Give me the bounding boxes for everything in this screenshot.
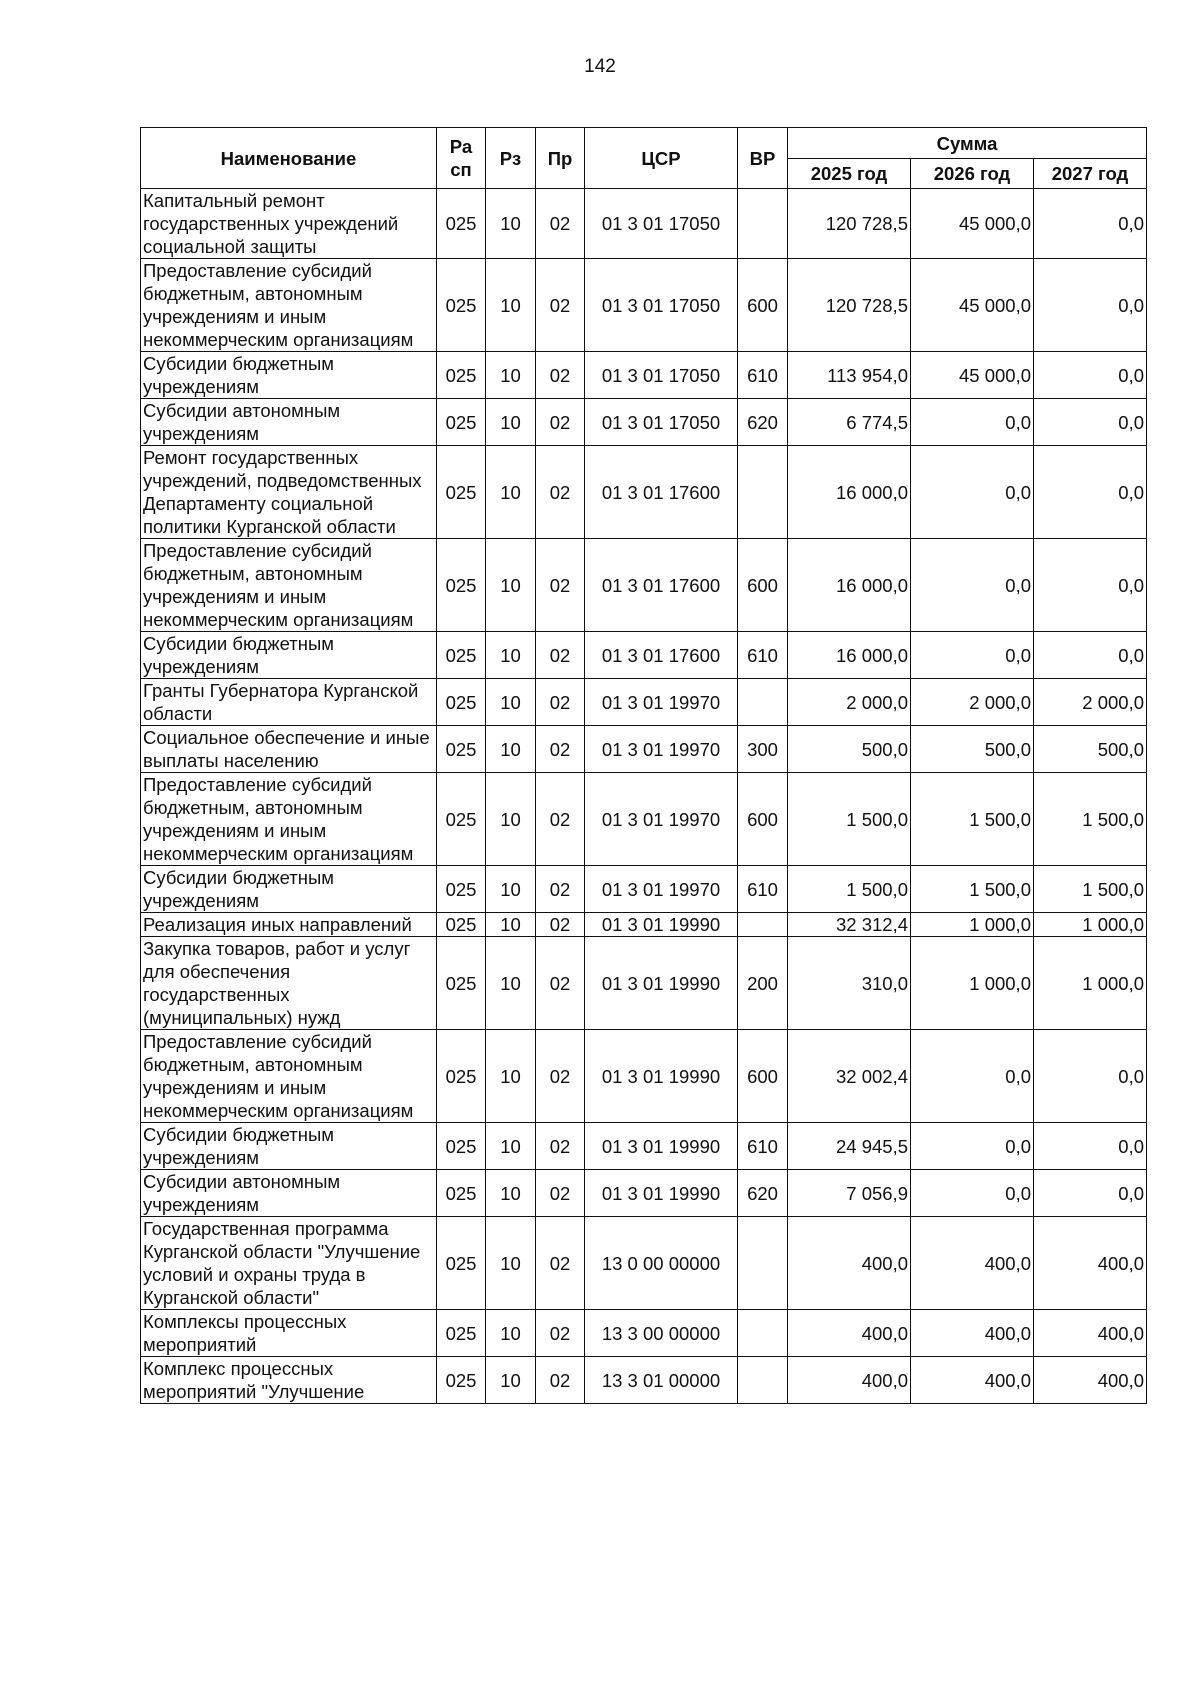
header-rz: Рз xyxy=(486,128,536,189)
cell-rz: 10 xyxy=(486,189,536,259)
cell-csr: 01 3 01 17050 xyxy=(585,259,738,352)
cell-rz: 10 xyxy=(486,937,536,1030)
cell-csr: 01 3 01 19990 xyxy=(585,937,738,1030)
cell-name: Предоставление субсидий бюджетным, автономным учреждениям и иным некоммерческим организациям xyxy=(141,1030,437,1123)
cell-csr: 01 3 01 19970 xyxy=(585,679,738,726)
cell-2025: 120 728,5 xyxy=(788,189,911,259)
cell-2025: 16 000,0 xyxy=(788,446,911,539)
cell-csr: 13 0 00 00000 xyxy=(585,1217,738,1310)
cell-2026: 2 000,0 xyxy=(911,679,1034,726)
cell-rz: 10 xyxy=(486,352,536,399)
cell-2025: 120 728,5 xyxy=(788,259,911,352)
cell-rasp: 025 xyxy=(437,352,486,399)
cell-rasp: 025 xyxy=(437,726,486,773)
cell-rz: 10 xyxy=(486,1123,536,1170)
cell-2026: 0,0 xyxy=(911,1123,1034,1170)
cell-name: Гранты Губернатора Курганской области xyxy=(141,679,437,726)
cell-csr: 01 3 01 19990 xyxy=(585,1123,738,1170)
cell-csr: 01 3 01 19990 xyxy=(585,913,738,937)
cell-2027: 400,0 xyxy=(1034,1217,1147,1310)
cell-vr xyxy=(738,913,788,937)
table-row xyxy=(141,1217,1147,1310)
cell-name: Социальное обеспечение и иные выплаты населению xyxy=(141,726,437,773)
cell-2026: 1 500,0 xyxy=(911,773,1034,866)
cell-2025: 32 312,4 xyxy=(788,913,911,937)
table-row xyxy=(141,632,1147,679)
cell-pr: 02 xyxy=(536,189,585,259)
cell-2027: 0,0 xyxy=(1034,1123,1147,1170)
table-row xyxy=(141,726,1147,773)
cell-csr: 01 3 01 17600 xyxy=(585,539,738,632)
cell-csr: 01 3 01 17050 xyxy=(585,399,738,446)
cell-pr: 02 xyxy=(536,446,585,539)
table-row xyxy=(141,937,1147,1030)
cell-vr xyxy=(738,679,788,726)
cell-name: Капитальный ремонт государственных учреждений социальной защиты xyxy=(141,189,437,259)
cell-vr: 600 xyxy=(738,1030,788,1123)
header-csr: ЦСР xyxy=(585,128,738,189)
cell-csr: 13 3 01 00000 xyxy=(585,1357,738,1404)
cell-vr: 620 xyxy=(738,399,788,446)
cell-2025: 16 000,0 xyxy=(788,539,911,632)
cell-rasp: 025 xyxy=(437,632,486,679)
header-rasp: Ра сп xyxy=(437,128,486,189)
cell-2026: 1 000,0 xyxy=(911,913,1034,937)
cell-csr: 01 3 01 19970 xyxy=(585,773,738,866)
cell-2027: 400,0 xyxy=(1034,1310,1147,1357)
cell-2026: 1 500,0 xyxy=(911,866,1034,913)
table-body xyxy=(141,189,1147,1404)
cell-rasp: 025 xyxy=(437,539,486,632)
cell-2025: 6 774,5 xyxy=(788,399,911,446)
cell-rz: 10 xyxy=(486,1217,536,1310)
cell-name: Комплекс процессных мероприятий "Улучшение xyxy=(141,1357,437,1404)
cell-2026: 400,0 xyxy=(911,1310,1034,1357)
cell-2026: 400,0 xyxy=(911,1217,1034,1310)
cell-2025: 1 500,0 xyxy=(788,866,911,913)
cell-name: Субсидии бюджетным учреждениям xyxy=(141,632,437,679)
cell-rz: 10 xyxy=(486,679,536,726)
cell-2026: 0,0 xyxy=(911,1170,1034,1217)
cell-name: Субсидии бюджетным учреждениям xyxy=(141,1123,437,1170)
cell-2025: 7 056,9 xyxy=(788,1170,911,1217)
cell-2027: 0,0 xyxy=(1034,1030,1147,1123)
cell-csr: 01 3 01 19990 xyxy=(585,1030,738,1123)
cell-pr: 02 xyxy=(536,632,585,679)
cell-name: Субсидии автономным учреждениям xyxy=(141,399,437,446)
table-row xyxy=(141,1030,1147,1123)
cell-2025: 500,0 xyxy=(788,726,911,773)
cell-2025: 113 954,0 xyxy=(788,352,911,399)
cell-rasp: 025 xyxy=(437,1357,486,1404)
cell-2026: 0,0 xyxy=(911,539,1034,632)
cell-2025: 32 002,4 xyxy=(788,1030,911,1123)
cell-2026: 0,0 xyxy=(911,632,1034,679)
cell-rz: 10 xyxy=(486,399,536,446)
table-row xyxy=(141,259,1147,352)
cell-rz: 10 xyxy=(486,913,536,937)
cell-vr: 600 xyxy=(738,539,788,632)
cell-pr: 02 xyxy=(536,1357,585,1404)
cell-rasp: 025 xyxy=(437,773,486,866)
cell-rz: 10 xyxy=(486,866,536,913)
header-pr: Пр xyxy=(536,128,585,189)
cell-vr: 300 xyxy=(738,726,788,773)
cell-2025: 16 000,0 xyxy=(788,632,911,679)
table-row xyxy=(141,1170,1147,1217)
cell-2026: 0,0 xyxy=(911,446,1034,539)
cell-pr: 02 xyxy=(536,913,585,937)
cell-vr: 610 xyxy=(738,866,788,913)
cell-2027: 1 500,0 xyxy=(1034,866,1147,913)
cell-vr: 600 xyxy=(738,773,788,866)
cell-2025: 400,0 xyxy=(788,1310,911,1357)
cell-pr: 02 xyxy=(536,1310,585,1357)
cell-csr: 01 3 01 17600 xyxy=(585,632,738,679)
cell-vr xyxy=(738,1217,788,1310)
cell-pr: 02 xyxy=(536,259,585,352)
cell-rz: 10 xyxy=(486,539,536,632)
cell-2026: 400,0 xyxy=(911,1357,1034,1404)
table-row xyxy=(141,773,1147,866)
header-vr: ВР xyxy=(738,128,788,189)
header-summa: Сумма xyxy=(788,128,1147,159)
cell-2027: 0,0 xyxy=(1034,446,1147,539)
table-row xyxy=(141,866,1147,913)
cell-2025: 400,0 xyxy=(788,1217,911,1310)
table-row xyxy=(141,679,1147,726)
cell-rz: 10 xyxy=(486,726,536,773)
cell-2025: 24 945,5 xyxy=(788,1123,911,1170)
cell-pr: 02 xyxy=(536,773,585,866)
cell-name: Предоставление субсидий бюджетным, автономным учреждениям и иным некоммерческим организациям xyxy=(141,259,437,352)
cell-vr: 200 xyxy=(738,937,788,1030)
cell-vr: 610 xyxy=(738,352,788,399)
header-name: Наименование xyxy=(141,128,437,189)
cell-name: Субсидии бюджетным учреждениям xyxy=(141,866,437,913)
cell-2026: 45 000,0 xyxy=(911,259,1034,352)
cell-rz: 10 xyxy=(486,773,536,866)
cell-2027: 0,0 xyxy=(1034,1170,1147,1217)
cell-pr: 02 xyxy=(536,726,585,773)
cell-vr: 600 xyxy=(738,259,788,352)
cell-vr xyxy=(738,1310,788,1357)
page-number: 142 xyxy=(584,56,616,77)
cell-rasp: 025 xyxy=(437,1123,486,1170)
cell-name: Предоставление субсидий бюджетным, автономным учреждениям и иным некоммерческим организациям xyxy=(141,539,437,632)
cell-2025: 310,0 xyxy=(788,937,911,1030)
cell-2027: 0,0 xyxy=(1034,632,1147,679)
table-header xyxy=(141,128,1147,189)
cell-2026: 0,0 xyxy=(911,399,1034,446)
cell-name: Субсидии автономным учреждениям xyxy=(141,1170,437,1217)
cell-2025: 2 000,0 xyxy=(788,679,911,726)
cell-vr: 610 xyxy=(738,632,788,679)
cell-2027: 0,0 xyxy=(1034,539,1147,632)
cell-2027: 0,0 xyxy=(1034,352,1147,399)
cell-rasp: 025 xyxy=(437,259,486,352)
budget-table xyxy=(140,127,1147,1404)
cell-vr xyxy=(738,446,788,539)
cell-rasp: 025 xyxy=(437,937,486,1030)
cell-pr: 02 xyxy=(536,1217,585,1310)
cell-rasp: 025 xyxy=(437,189,486,259)
cell-2027: 0,0 xyxy=(1034,399,1147,446)
cell-rasp: 025 xyxy=(437,446,486,539)
cell-rasp: 025 xyxy=(437,866,486,913)
cell-2026: 500,0 xyxy=(911,726,1034,773)
cell-rasp: 025 xyxy=(437,1170,486,1217)
table-row xyxy=(141,539,1147,632)
cell-pr: 02 xyxy=(536,866,585,913)
cell-pr: 02 xyxy=(536,352,585,399)
cell-2027: 400,0 xyxy=(1034,1357,1147,1404)
cell-name: Закупка товаров, работ и услуг для обеспечения государственных (муниципальных) нужд xyxy=(141,937,437,1030)
cell-rasp: 025 xyxy=(437,1217,486,1310)
cell-csr: 01 3 01 17600 xyxy=(585,446,738,539)
cell-csr: 01 3 01 17050 xyxy=(585,189,738,259)
table-row xyxy=(141,913,1147,937)
cell-2026: 0,0 xyxy=(911,1030,1034,1123)
cell-rz: 10 xyxy=(486,259,536,352)
cell-name: Предоставление субсидий бюджетным, автономным учреждениям и иным некоммерческим организациям xyxy=(141,773,437,866)
cell-2025: 1 500,0 xyxy=(788,773,911,866)
table-row xyxy=(141,1357,1147,1404)
cell-csr: 01 3 01 19970 xyxy=(585,866,738,913)
table-row xyxy=(141,189,1147,259)
cell-2027: 2 000,0 xyxy=(1034,679,1147,726)
cell-2025: 400,0 xyxy=(788,1357,911,1404)
table-row xyxy=(141,399,1147,446)
header-2025: 2025 год xyxy=(788,159,911,189)
cell-2026: 45 000,0 xyxy=(911,189,1034,259)
cell-pr: 02 xyxy=(536,399,585,446)
cell-2027: 1 500,0 xyxy=(1034,773,1147,866)
cell-pr: 02 xyxy=(536,937,585,1030)
table-row xyxy=(141,1123,1147,1170)
cell-pr: 02 xyxy=(536,539,585,632)
cell-2027: 500,0 xyxy=(1034,726,1147,773)
cell-name: Государственная программа Курганской области "Улучшение условий и охраны труда в Курганской области" xyxy=(141,1217,437,1310)
table-row xyxy=(141,1310,1147,1357)
header-2027: 2027 год xyxy=(1034,159,1147,189)
cell-vr: 620 xyxy=(738,1170,788,1217)
cell-2026: 1 000,0 xyxy=(911,937,1034,1030)
cell-csr: 01 3 01 19990 xyxy=(585,1170,738,1217)
cell-name: Субсидии бюджетным учреждениям xyxy=(141,352,437,399)
cell-2026: 45 000,0 xyxy=(911,352,1034,399)
table-row xyxy=(141,446,1147,539)
cell-rasp: 025 xyxy=(437,1030,486,1123)
cell-name: Ремонт государственных учреждений, подведомственных Департаменту социальной политики Курганской области xyxy=(141,446,437,539)
cell-2027: 0,0 xyxy=(1034,259,1147,352)
cell-csr: 01 3 01 19970 xyxy=(585,726,738,773)
cell-pr: 02 xyxy=(536,679,585,726)
cell-csr: 13 3 00 00000 xyxy=(585,1310,738,1357)
cell-rz: 10 xyxy=(486,1170,536,1217)
cell-name: Реализация иных направлений xyxy=(141,913,437,937)
cell-rz: 10 xyxy=(486,446,536,539)
cell-rz: 10 xyxy=(486,1030,536,1123)
cell-rasp: 025 xyxy=(437,913,486,937)
cell-vr: 610 xyxy=(738,1123,788,1170)
cell-rasp: 025 xyxy=(437,1310,486,1357)
cell-rz: 10 xyxy=(486,632,536,679)
cell-csr: 01 3 01 17050 xyxy=(585,352,738,399)
cell-2027: 0,0 xyxy=(1034,189,1147,259)
cell-rasp: 025 xyxy=(437,679,486,726)
cell-2027: 1 000,0 xyxy=(1034,913,1147,937)
cell-name: Комплексы процессных мероприятий xyxy=(141,1310,437,1357)
cell-pr: 02 xyxy=(536,1170,585,1217)
cell-pr: 02 xyxy=(536,1030,585,1123)
cell-vr xyxy=(738,189,788,259)
cell-2027: 1 000,0 xyxy=(1034,937,1147,1030)
table-row xyxy=(141,352,1147,399)
cell-rz: 10 xyxy=(486,1310,536,1357)
cell-rz: 10 xyxy=(486,1357,536,1404)
header-2026: 2026 год xyxy=(911,159,1034,189)
cell-rasp: 025 xyxy=(437,399,486,446)
cell-vr xyxy=(738,1357,788,1404)
cell-pr: 02 xyxy=(536,1123,585,1170)
